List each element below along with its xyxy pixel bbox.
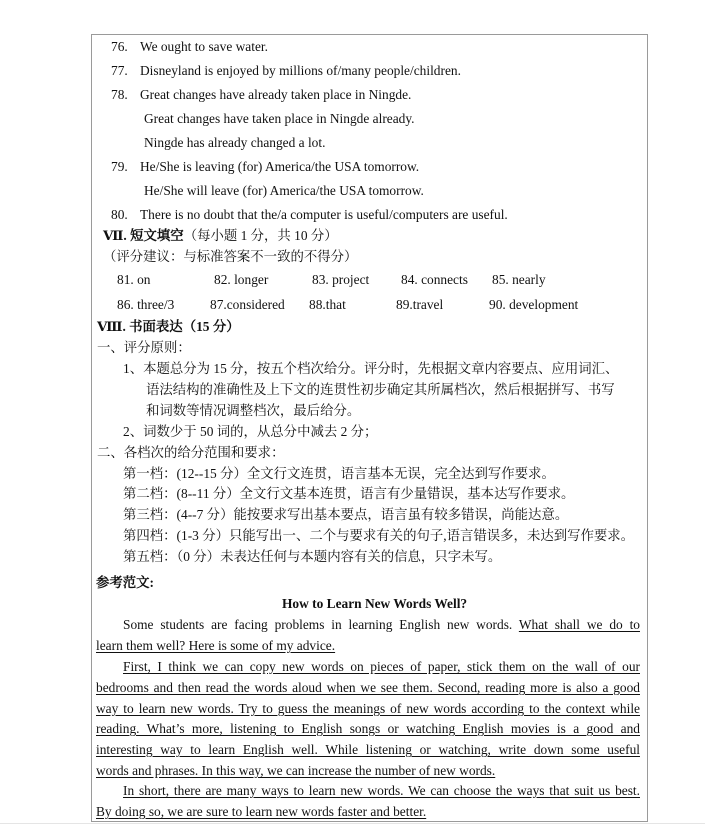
essay-p2-line2: bedrooms and then read the words aloud when we see them. Second, reading more is also a good: [96, 680, 640, 695]
part2-title: 二、各档次的给分范围和要求：: [97, 445, 285, 460]
answer-82: 82. longer: [214, 272, 269, 287]
answer-83: 83. project: [312, 272, 370, 287]
answer-79-num: 79.: [111, 159, 128, 174]
answer-80-text: There is no doubt that the/a computer is useful/computers are useful.: [140, 207, 508, 222]
answer-85: 85. nearly: [492, 272, 546, 287]
answer-81: 81. on: [117, 272, 151, 287]
answer-87: 87.considered: [210, 297, 285, 312]
answer-80-num: 80.: [111, 207, 128, 222]
section8-heading: Ⅷ. 书面表达（15 分）: [97, 319, 240, 334]
section7-suggestion: （评分建议：与标准答案不一致的不得分）: [103, 249, 358, 264]
essay-p2-line3: way to learn new words. Try to guess the meanings of new words according to the context while: [96, 701, 640, 716]
answer-77-num: 77.: [111, 63, 128, 78]
answer-79-text: He/She is leaving (for) America/the USA tomorrow.: [140, 159, 420, 174]
answer-88: 88.that: [309, 297, 346, 312]
answer-90: 90. development: [489, 297, 579, 312]
essay-p2-line6: words and phrases. In this way, we can increase the number of new words.: [96, 763, 496, 778]
tier-3: 第三档：(4--7 分）能按要求写出基本要点，语言虽有较多错误，尚能达意。: [123, 507, 569, 522]
tier-5: 第五档：（0 分）未表达任何与本题内容有关的信息，只字未写。: [123, 549, 502, 564]
rule2: 2、词数少于 50 词的，从总分中减去 2 分；: [123, 424, 378, 439]
rule1-line2: 语法结构的准确性及上下文的连贯性初步确定其所属档次，然后根据拼写、书写: [146, 382, 615, 397]
answer-84: 84. connects: [401, 272, 468, 287]
tier-4: 第四档：(1-3 分）只能写出一、二个与要求有关的句子,语言错误多，未达到写作要求。: [123, 528, 635, 543]
essay-p3-line2: By doing so, we are sure to learn new words faster and better.: [96, 804, 427, 819]
rule1-line1: 1、本题总分为 15 分，按五个档次给分。评分时，先根据文章内容要点、应用词汇、: [123, 361, 619, 376]
section7-heading: Ⅶ. 短文填空: [103, 228, 184, 243]
answer-76-num: 76.: [111, 39, 128, 54]
essay-p3-line1: In short, there are many ways to learn new words. We can choose the ways that suit us best.: [123, 783, 640, 798]
answer-89: 89.travel: [396, 297, 444, 312]
tier-2: 第二档：(8--11 分）全文行文基本连贯，语言有少量错误，基本达写作要求。: [123, 486, 575, 501]
answer-79-alt1: He/She will leave (for) America/the USA tomorrow.: [144, 183, 424, 198]
essay-p2-line4: reading. What’s more, listening to English songs or watching English movies is a good and: [96, 721, 640, 736]
essay-p1-plain: Some students are facing problems in learning English new words.: [123, 617, 519, 632]
essay-p1-line2: learn them well? Here is some of my advice.: [96, 638, 336, 653]
answer-78-alt2: Ningde has already changed a lot.: [144, 135, 326, 150]
essay-p1-underlined: What shall we do to: [518, 617, 640, 632]
part1-title: 一、评分原则：: [97, 340, 191, 355]
page-bottom-rule: [0, 823, 705, 824]
sample-label: 参考范文:: [96, 575, 155, 590]
essay-title: How to Learn New Words Well?: [282, 596, 468, 611]
answer-78-num: 78.: [111, 87, 128, 102]
rule1-line3: 和词数等情况调整档次，最后给分。: [146, 403, 361, 418]
essay-p1-line1: [123, 617, 640, 633]
answer-78-alt1: Great changes have taken place in Ningde already.: [144, 111, 415, 126]
section7-score-note: （每小题 1 分，共 10 分）: [183, 228, 338, 243]
essay-p2-line5: interesting way to learn English well. While listening or watching, write down some useful: [96, 742, 640, 757]
answer-76-text: We ought to save water.: [140, 39, 268, 54]
answer-78-text: Great changes have already taken place in Ningde.: [140, 87, 412, 102]
tier-1: 第一档：(12--15 分）全文行文连贯，语言基本无误，完全达到写作要求。: [123, 466, 555, 481]
section7-heading-row: [103, 228, 338, 244]
answer-86: 86. three/3: [117, 297, 175, 312]
answer-77-text: Disneyland is enjoyed by millions of/many people/children.: [140, 63, 461, 78]
essay-p2-line1: First, I think we can copy new words on pieces of paper, stick them on the wall of our: [123, 659, 640, 674]
